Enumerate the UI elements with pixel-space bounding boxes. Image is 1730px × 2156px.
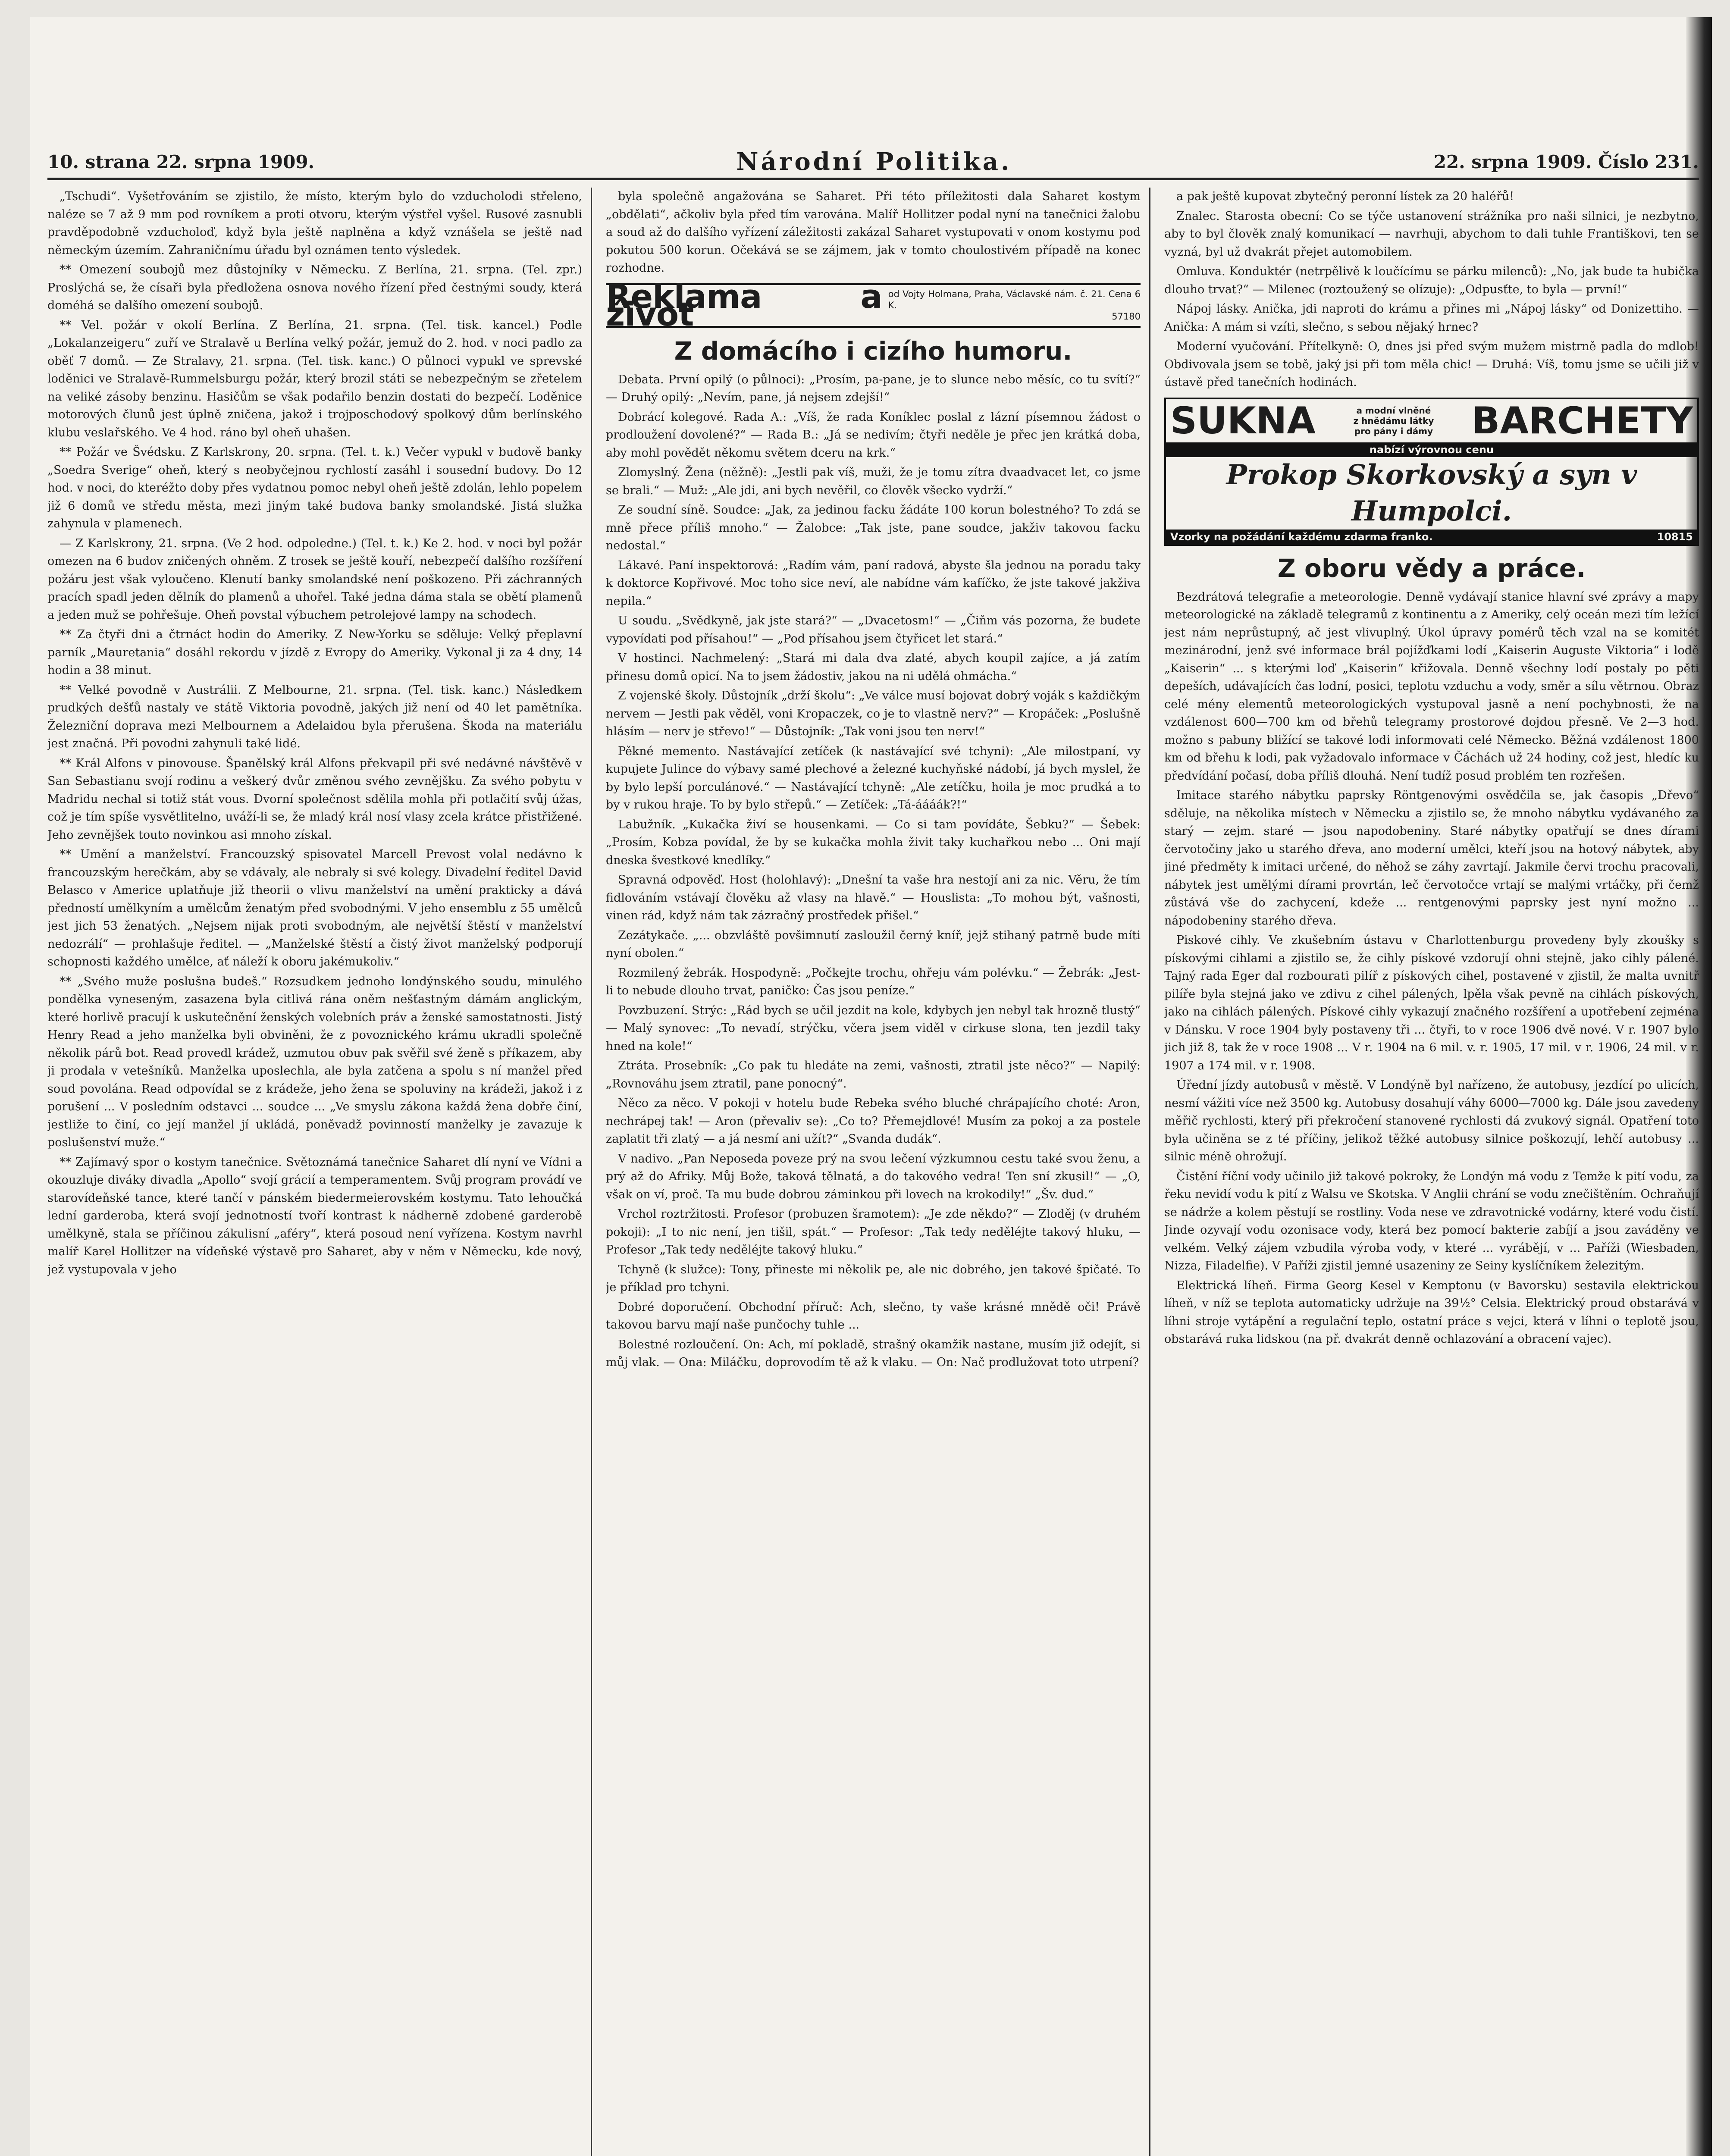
ad-tagline-code: 10815 <box>1657 530 1693 543</box>
paragraph: Úřední jízdy autobusů v městě. V Londýně byl nařízeno, že autobusy, jezdící po ulicích, nesmí vážiti více než 3500 kg. Autobusy dosahují váhy 6000—7000 kg. Dále jsou zavedeny měřič rychlosti, který při překročení stanovené rychlosti dá zvukový signál. Opatření toto byla učiněna se z té příčiny, jelikož těžké autobusy silnice poškozují, lehčí autobusy ... silnic méně ohrožují. <box>1164 1078 1699 1163</box>
section-title-humor: Z domácího i cizího humoru. <box>674 336 1072 366</box>
ad-subtext-line: pro pány i dámy <box>1354 426 1433 436</box>
paragraph: Bezdrátová telegrafie a meteorologie. Denně vydávají stanice hlavní své zprávy a mapy meteorologické na základě telegramů z kontinentu a z Ameriky, celý oceán mezi tím ležící jest nám neprůstupný, ač jest vlivuplný. Úkol úpravy pomérů těch vzal na se komitét mezinárodní, jenž své informace brál pojížďkami lodí „Kaiserin Auguste Viktoria“ i lodě „Kaiserin“ ... s kterými loď „Kaiserin“ křižovala. Denně všechny lodí postaly po pěti depeších, udávajících čas lodní, posici, teplotu vzduchu a vody, směr a sílu větrnou. Obraz celé mény elementů meteorologických vystupoval jasně a není pochybnosti, že na vzdálenost 600—700 km od břehů telegramy prostorové dojdou přesně. Ve 2—3 hod. možno s pabuny bližící se takové lodi informovati celé Německo. Běžná vzdálenost 1800 km od břehu k lodi, pak vyžadovalo informace v Čáchách už 24 hodiny, což jest, hledíc ku předvídání počasí, doba příliš dlouhá. Není tudíž posud problém ten rozřešen. <box>1164 590 1699 783</box>
ad-bar: nabízí výrovnou cenu <box>1166 442 1697 457</box>
paragraph: a pak ještě kupovat zbytečný peronní lístek za 20 haléřů! <box>1176 190 1514 203</box>
paragraph: Bolestné rozloučení. On: Ach, mí pokladě, strašný okamžik nastane, musím již odejít, si můj vlak. — Ona: Miláčku, doprovodím tě až k vlaku. — On: Nač prodlužovat toto utrpení? <box>606 1338 1141 1369</box>
paragraph: ** Král Alfons v pinovouse. Španělský král Alfons překvapil při své nedávné návštěvě v San Sebastianu svojí rodinu a veškerý dvůr změnou svého zevnějšku. Za svého pobytu v Madridu nechal si totiž stát vous. Dvorní společnost sdělila mohla při potlačití svůj úžas, což je tím spíše vysvětlitelno, uváží-li se, že mladý král nosí vlasy zcela krátce přistřižené. Jeho zevnějšek touto novinkou asi mnoho získal. <box>47 756 582 842</box>
masthead: Národní Politika. <box>736 147 1012 176</box>
paragraph: Piskové cihly. Ve zkušebním ústavu v Charlottenburgu provedeny byly zkoušky s pískovými cihlami a zjistilo se, že cihly pískové vzdorují ohni stejně, jako cihly pálené. Tajný rada Eger dal rozbourati pilíř z pískových cihel, postavené v zjistil, že malta uvnitř pilíře byla stejná jako ve zdivu z cihel pálených, lpěla však pevně na cihlách pískových, jako na cihlách pálených. Pískové cihly vykazují značného rozšíření a upotřebení zejména v Dánsku. V roce 1904 byly postaveny tři ... čtyři, to v roce 1906 dvě nové. V r. 1907 bylo jich již 8, tak že v roce 1908 ... V r. 1904 na 6 mil. v. r. 1905, 17 mil. v r. 1906, 24 mil. v r. 1907 a 174 mil. v r. 1908. <box>1164 934 1699 1072</box>
paragraph: „Tschudi“. Vyšetřováním se zjistilo, že místo, kterým bylo do vzducholodi střeleno, naléze se 7 až 9 mm pod rovníkem a proti otvoru, kterým výstřel vyšel. Rusové zasnubli pravděpodobně vzducholoď, když byla ještě naplněna a když vznášela se ještě nad německým územím. Zahraničnímu úřadu byl oznámen tento výsledek. <box>47 190 582 257</box>
advertisement-sukna <box>1164 398 1699 546</box>
paragraph: Z vojenské školy. Důstojník „drží školu“: „Ve válce musí bojovat dobrý voják s každičkým nervem — Jestli pak věděl, voni Kropaczek, co je to vlastně nerv?“ — Kropáček: „Poslušně hlásím — nerv je střevo!“ — Důstojník: „Tak voni jsou ten nerv!“ <box>606 689 1141 738</box>
newspaper-page <box>30 17 1712 2156</box>
paragraph: byla společně angažována se Saharet. Při této příležitosti dala Saharet kostym „obdělati“, ačkoliv byla před tím varována. Malíř Hollitzer podal nyní na tanečnici žalobu a soud až do dalšího vyřízení záležitosti zakázal Saharet vystupovati v onom kostymu pod pokutou 500 korun. Očekává se se zájmem, jak v tomto choulostivém případě na konec rozhodne. <box>606 190 1141 275</box>
paragraph: Povzbuzení. Strýc: „Rád bych se učil jezdit na kole, kdybych jen nebyl tak hrozně tlustý“ — Malý synovec: „To nevadí, strýčku, včera jsem viděl v cirkuse slona, ten jezdil taky hned na kole!“ <box>606 1003 1141 1053</box>
paragraph: Znalec. Starosta obecní: Co se týče ustanovení strážníka pro naši silnici, je nezbytno, aby to byl člověk znalý komunikací — navrhuji, abychom to dali tuhle Františkovi, ten se vyzná, byl už dvakrát přejet automobilem. <box>1164 209 1699 259</box>
paragraph: ** Umění a manželství. Francouzský spisovatel Marcell Prevost volal nedávno k francouzským herečkám, aby se vdávaly, ale nebraly si své kolegy. Divadelní ředitel David Belasco v Americe uplatňuje již theorii o vlivu manželství na umění prakticky a dává předností umělkyním a umělcům ženatým před svobodnými. V jeho ensemblu z 55 umělců jest jich 53 ženatých. „Nejsem nijak proti svobodným, ale největší štěstí v manželství nedozrálí“ — prohlašuje ředitel. — „Manželské štěstí a čistý život manželský podporují schopnosti každého umělce, ať náleží k oboru jakémukoliv.“ <box>47 848 582 968</box>
ad-sukna-headline <box>1166 399 1697 442</box>
paragraph: Čistění říční vody učinilo již takové pokroky, že Londýn má vodu z Temže k pití vodu, za řeku nevidí vodu k pití z Walsu ve Skotska. V Anglii chrání se vodu znečištěním. Ochraňují se nádrže a kolem pěstují se rostliny. Voda nese ve zdravotnické vodárny, které vodu čistí. Jinde ozyvají vodu ozonisace vody, která bez pomocí bakterie zabíjí a jsou zaváděny ve velkém. Velký zájem vzbudila výroba vody, v které ... vyrábějí, v ... Paříži (Wiesbaden, Nizza, Filadelfie). V Paříži zjistil jemné usazeniny ze Seiny kyslíčníkem železitým. <box>1164 1169 1699 1272</box>
paragraph: Lákavé. Paní inspektorová: „Radím vám, paní radová, abyste šla jednou na poradu taky k doktorce Kopřivové. Moc toho sice neví, ale nabídne vám kafíčko, že jste takové jakživa nepila.“ <box>606 558 1141 608</box>
paragraph: Ze soudní síně. Soudce: „Jak, za jedinou facku žádáte 100 korun bolestného? To zdá se mně přece příliš mnoho.“ — Žalobce: „Tak jste, pane soudce, jakživ takovou facku nedostal.“ <box>606 503 1141 552</box>
column-3 <box>1164 188 1699 2156</box>
ad-subtext-line: a modní vlněné <box>1356 405 1431 416</box>
paragraph: Omluva. Konduktér (netrpělivě k loučícímu se párku milenců): „No, jak bude ta hubička dlouho trvat?“ — Milenec (roztoužený se olízuje): „Odpusťte, to byla — první!“ <box>1164 265 1699 296</box>
paragraph: Ztráta. Prosebník: „Co pak tu hledáte na zemi, vašnosti, ztratil jste něco?“ — Napilý: „Rovnováhu jsem ztratil, pane ponocný“. <box>606 1059 1141 1091</box>
paragraph: Rozmilený žebrák. Hospodyně: „Počkejte trochu, ohřeju vám polévku.“ — Žebrák: „Jest-li to nebude dlouho trvat, paničko: Čas jsou peníze.“ <box>606 966 1141 997</box>
paragraph: ** Požár ve Švédsku. Z Karlskrony, 20. srpna. (Tel. t. k.) Večer vypukl v budově banky „Soedra Sverige“ oheň, který s neobyčejnou rychlostí zasáhl i sousední budovy. Do 12 hod. v noci, do kteréžto doby přes vydatnou pomoc nebyl oheň ještě zdolán, lehlo popelem již 6 domů ve středu města, mezi jiným také budova banky smolandské. Jistá služka zahynula v plamenech. <box>47 445 582 530</box>
paragraph: ** „Svého muže poslušna budeš.“ Rozsudkem jednoho londýnského soudu, minulého pondělka vyneseným, zasazena byla citlivá rána oněm nešťastným dámám anglickým, které horlivě pracují k uskutečnění ženských volebních práv a ženské samostatnosti. Jistý Henry Read a jeho manželka byli obviněni, že z povoznického krámu ukradli společně několik párů bot. Read provedl krádež, uzmutou obuv pak svěřil své ženě s příkazem, aby ji prodala v vetešníků. Manželka uposlechla, ale byla zatčena a spolu s ní manžel před soud povolána. Read odpovídal se z krádeže, jeho žena se spoluviny na krádeži, jakož i z porušení ... V posledním odstavci ... soudce ... „Ve smyslu zákona každá žena dobře činí, jestliže to činí, co její manžel jí ukládá, poněvadž povinností manželky je zavazuje k poslušenství muže.“ <box>47 975 582 1149</box>
ad-publisher: od Vojty Holmana, Praha, Václavské nám. č. 21. Cena 6 K. <box>888 289 1141 310</box>
ad-details <box>888 288 1141 322</box>
paragraph: ** Za čtyři dni a čtrnáct hodin do Ameriky. Z New-Yorku se sděluje: Velký přeplavní parník „Mauretania“ dosáhl rekordu v jízdě z Evropy do Ameriky. Vykonal ji za 4 dny, 14 hodin a 38 minut. <box>47 628 582 677</box>
ad-tagline <box>1166 530 1697 544</box>
ad-firm-name: Prokop Skorkovský a syn v Humpolci. <box>1226 458 1637 527</box>
paragraph: V hostinci. Nachmelený: „Stará mi dala dva zlaté, abych koupil zajíce, a já zatím přinesu domů opicí. Na to jsem žádostiv, jakou na ni udělá ohmácha.“ <box>606 652 1141 683</box>
column-rule <box>591 188 592 2156</box>
paragraph: Něco za něco. V pokoji v hotelu bude Rebeka svého bluché chrápajícího choté: Aron, nechrápej tak! — Aron (převaliv se): „Co to? Přemejdlové! Musím za pokoj a za postele zaplatit tři zlatý — a já nesmí ani užít?“ „Svanda dudák“. <box>606 1097 1141 1146</box>
paragraph: ** Omezení soubojů mez důstojníky v Německu. Z Berlína, 21. srpna. (Tel. zpr.) Proslýchá se, že císaři byla předložena osnova nového řízení před čestnými soudy, která doméhá se dalšího omezení soubojů. <box>47 263 582 312</box>
page-header <box>47 147 1699 177</box>
paragraph: Dobrácí kolegové. Rada A.: „Víš, že rada Koníklec poslal z lázní písemnou žádost o prodloužení dovolené?“ — Rada B.: „Já se nedivím; čtyři neděle je přec jen krátká doba, aby mohl povědět někomu světem dceru na krk.“ <box>606 410 1141 460</box>
paragraph: U soudu. „Svědkyně, jak jste stará?“ — „Dvacetosm!“ — „Čiňm vás pozorna, že budete vypovídati pod přísahou!“ — „Pod přísahou jsem čtyřicet let stará.“ <box>606 614 1141 646</box>
paragraph: V nadivo. „Pan Neposeda poveze prý na svou lečení výzkumnou cestu také svou ženu, a prý až do Afriky. Můj Bože, taková tělnatá, a do takového vedra! Ten sní zkusil!“ — „O, však on ví, proč. Ta mu bude dobrou záminkou při lovech na krokodily!“ „Šv. dud.“ <box>606 1152 1141 1201</box>
paragraph: Nápoj lásky. Anička, jdi naproti do krámu a přines mi „Nápoj lásky“ od Donizettiho. — Anička: A mám si vzíti, slečno, s sebou nějaký hrnec? <box>1164 302 1699 334</box>
ad-title: Reklama a život <box>606 277 882 333</box>
paragraph: Moderní vyučování. Přítelkyně: O, dnes jsi před svým mužem mistrně padla do mdlob! Obdivovala jsem se tobě, jaký jsi při tom měla chic! — Druhá: Víš, tomu jsme se učili již v ústavě před tanečních hodinách. <box>1164 340 1699 389</box>
paragraph: Debata. První opilý (o půlnoci): „Prosím, pa-pane, je to slunce nebo měsíc, co tu svítí?“ — Druhý opilý: „Nevím, pane, já nejsem zdejší!“ <box>606 373 1141 404</box>
paragraph: Vrchol roztržitosti. Profesor (probuzen šramotem): „Je zde někdo?“ — Zloděj (v druhém pokoji): „I to nic není, jen tišil, spát.“ — Profesor: „Tak tedy neděléjte takový hluku, — Profesor „Tak tedy neděléjte takový hluku.“ <box>606 1207 1141 1257</box>
header-rule <box>47 178 1699 180</box>
paragraph: ** Vel. požár v okolí Berlína. Z Berlína, 21. srpna. (Tel. tisk. kancel.) Podle „Lokalanzeigeru“ zuří ve Stralavě u Berlína velký požár, jemuž do 2. hod. v noci padlo za oběť 7 domů. — Ze Stralavy, 21. srpna. (Tel. tisk. kanc.) O půlnoci vypukl ve sprevské loděnici ve Stralavě-Rummelsburgu požár, který brozil státi se nebezpečným se zřetelem na veliké zásoby benzinu. Hasičům se však podařilo benzin dostati do bezpečí. Loděnice motorových člunů jest úplně zničena, jakož i trojposchodový spolkový dům berlínského klubu veslařského. Ve 4 hod. ráno byl oheň uhašen. <box>47 318 582 439</box>
paragraph: Dobré doporučení. Obchodní příruč: Ach, slečno, ty vaše krásné mnědě oči! Právě takovou barvu mají naše punčochy tuhle ... <box>606 1300 1141 1332</box>
paragraph: Tchyně (k služce): Tony, přineste mi několik pe, ale nic dobrého, jen takové špičaté. To je příklad pro tchyni. <box>606 1263 1141 1294</box>
ad-word-sukna: SUKNA <box>1170 399 1316 442</box>
ad-tagline-text: Vzorky na požádání každému zdarma franko. <box>1170 530 1433 543</box>
paragraph: ** Velké povodně v Austrálii. Z Melbourne, 21. srpna. (Tel. tisk. kanc.) Následkem prudkých dešťů nastaly ve státě Viktoria povodně, jakých již není od 40 let pamětníka. Železniční doprava mezi Melbournem a Adelaidou byla přerušena. Škoda na materiálu jest značná. Při povodni zahynuli také lidé. <box>47 683 582 750</box>
ad-subtext <box>1354 405 1434 436</box>
paragraph: ** Zajímavý spor o kostym tanečnice. Světoznámá tanečnice Saharet dlí nyní ve Vídni a okouzluje diváky divadla „Apollo“ svojí grácií a temperamentem. Svůj program provádí ve starovídeňské tance, které tančí v pánském biedermeierovském kostymu. Tato lehoučká lední garderoba, která svojí jednotností tvoří kontrast k nádherně zdobené garderobě umělkyně, stala se příčinou zákulisní „aféry“, která posoud není vyřízena. Kostym navrhl malíř Karel Hollitzer na vídeňské výstavě pro Saharet, aby v něm v Německu, kde nový, jež vystupovala v jeho <box>47 1155 582 1276</box>
header-left: 10. strana 22. srpna 1909. <box>47 151 315 172</box>
paragraph: Pěkné memento. Nastávající zetíček (k nastávající své tchyni): „Ale milostpaní, vy kupujete Julince do výbavy samé plechové a železné kuchyňské nádobí, já bych myslel, že by bylo lepší porculánové.“ — Nastávající tchyně: „Ale zetíčku, hoila je moc prudká a to by v rukou hraje. To by bylo střepů.“ — Zetíček: „Tá-áááák?!“ <box>606 744 1141 812</box>
ad-code: 57180 <box>1112 311 1141 322</box>
ad-subtext-line: z hnědámu látky <box>1353 415 1434 426</box>
advertisement-reklama <box>606 277 1141 333</box>
ad-word-barchety: BARCHETY <box>1471 399 1693 442</box>
column-1 <box>47 188 582 2156</box>
column-rule <box>1149 188 1150 2156</box>
paragraph: Zlomyslný. Žena (něžně): „Jestli pak víš, muži, že je tomu zítra dvaadvacet let, co jsme se brali.“ — Muž: „Ale jdi, ani bych nevěřil, co člověk všecko vydrží.“ <box>606 466 1141 497</box>
section-title-science: Z oboru vědy a práce. <box>1277 553 1586 583</box>
paragraph: Spravná odpověď. Host (holohlavý): „Dnešní ta vaše hra nestojí ani za nic. Věru, že tím fidlováním vstávají člověku až vlasy na hlavě.“ — Houslista: „To mohou být, vašnosti, vinen rád, když nám tak zázračný prostředek přišel.“ <box>606 873 1141 922</box>
paragraph: Zezátykače. „... obzvláště povšimnutí zasloužil černý kníř, jejž stihaný patrně bude míti nyní obolen.“ <box>606 928 1141 960</box>
column-2 <box>606 188 1141 2156</box>
header-right: 22. srpna 1909. Číslo 231. <box>1433 151 1699 172</box>
paragraph: Imitace starého nábytku paprsky Röntgenovými osvědčila se, jak časopis „Dřevo“ sděluje, na několika místech v Německu a zjistilo se, že mnoho nábytku vydávaného za starý — zejm. staré — jsou napodobeniny. Staré nábytky opatřují se dnes dírami červotočiny jako u starého dřeva, ano moderní umělci, kteří jsou na hotový nábytek, aby jiné předměty k imitaci určené, do něhož se záhy zavrtají. Jakmile červi trochu pracovali, nábytek jest umělými dírami provrtán, leč červotočce vrtají se malými vrtáčky, při čemž zůstává vše do zachycení, kdeže ... rentgenovými paprsky jest nyní možno ... nápodobeniny starého dřeva. <box>1164 789 1699 928</box>
paragraph: Labužník. „Kukačka živí se housenkami. — Co si tam povídáte, Šebku?“ — Šebek: „Prosím, Kobza povídal, že by se kukačka mohla živit taky kuchařkou nebo ... Oni mají dneska švestkové knedlíky.“ <box>606 818 1141 867</box>
paragraph: Elektrická líheň. Firma Georg Kesel v Kemptonu (v Bavorsku) sestavila elektrickou líheň, v níž se teplota automaticky udržuje na 39½° Celsia. Elektrický proud obstarává v líhni stroje vytápění a regulační teplo, ostatní práce s vejci, která v líhni o teplotě jsou, obstarává ruka lidskou (na př. dvakrát denně ochlazování a obracení vajec). <box>1164 1279 1699 1346</box>
paragraph: — Z Karlskrony, 21. srpna. (Ve 2 hod. odpoledne.) (Tel. t. k.) Ke 2. hod. v noci byl požár omezen na 6 budov zničených ohněm. Z trosek se ještě kouří, nebezpečí dalšího rozšíření požáru jest však vyloučeno. Klenutí banky smolandské není poškozeno. Při záchranných pracích spadl jeden dělník do plamenů a uhořel. Také jedna dáma stala se obětí plamenů a jeden muž se pohřešuje. Oheň povstal výbuchem petrolejové lampy na schodech. <box>47 536 582 622</box>
